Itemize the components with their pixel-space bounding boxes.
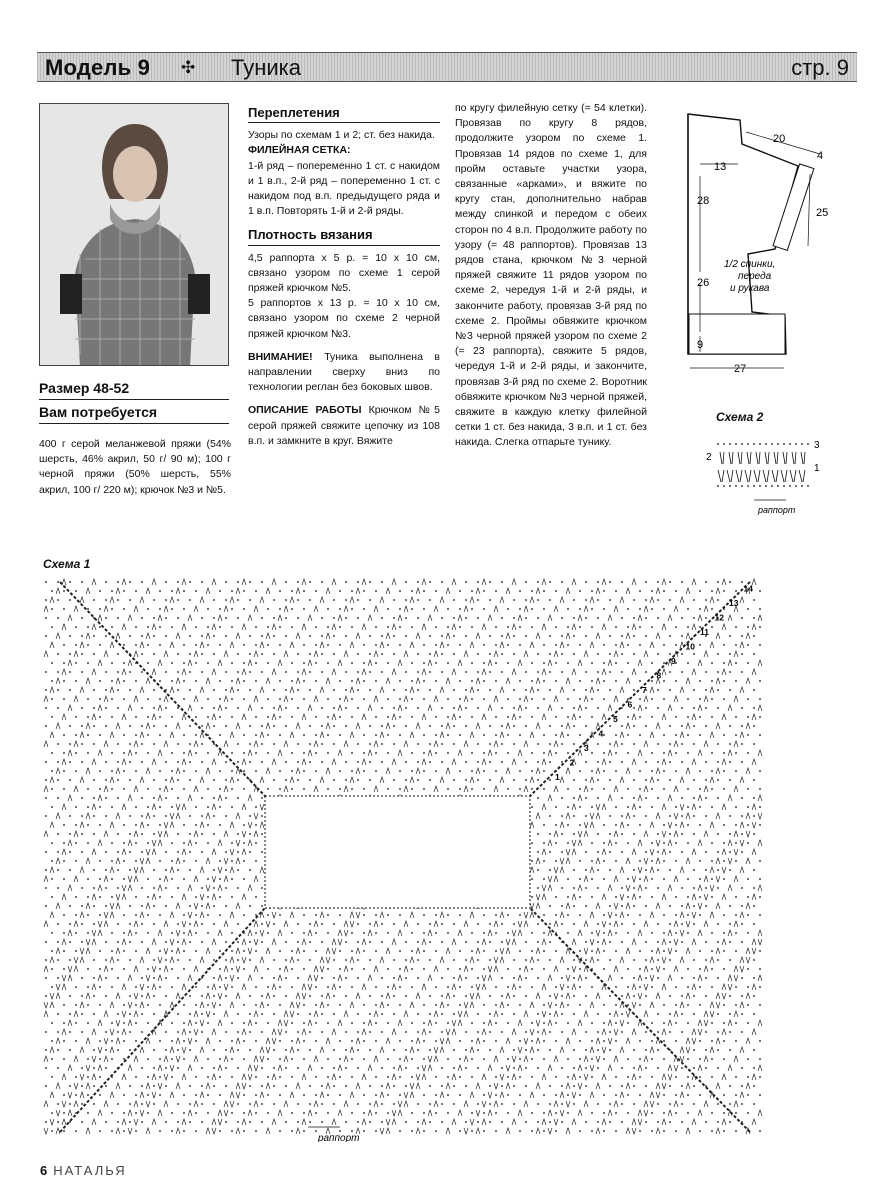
model-photo: [39, 103, 229, 366]
dim-28: 28: [697, 195, 710, 207]
description-label: ОПИСАНИЕ РАБОТЫ: [248, 404, 362, 417]
page-footer: [40, 1163, 127, 1178]
footer-page-number: 6: [40, 1163, 48, 1178]
page-number: стр. 9: [791, 55, 849, 80]
pattern-diagram: [680, 104, 860, 394]
page-header: [37, 52, 857, 82]
schema-1-row-number: 12: [714, 612, 724, 623]
density-text-2: 5 раппортов х 13 р. = 10 х 10 см, связано узором по схеме 2 черной пряжей крючком №3.: [248, 297, 440, 340]
weaves-heading: Переплетения: [248, 105, 440, 123]
size-heading: Размер 48-52: [39, 380, 130, 396]
materials-heading: Вам потребуется: [39, 404, 158, 420]
schema-1-row-number: 13: [729, 598, 739, 608]
schema-1-neck-opening: [265, 796, 530, 908]
schema-1-row-number: 9: [671, 656, 676, 666]
dim-9: 9: [697, 339, 704, 351]
schema-2-title: Схема 2: [716, 410, 764, 424]
description-text: Крючком №5 серой пряжей свяжите цепочку из 108 в.п. и замкните в круг. Вяжите: [248, 404, 440, 447]
materials-text: 400 г серой меланжевой пряжи (54% шерсть, 46% акрил, 50 г/ 90 м); 100 г черной пряжи (50% шерсть, 55% акрил, 100 г/ 220 м); крючок №3 и №5.: [39, 438, 231, 496]
filet-text: 1-й ряд – попеременно 1 ст. с накидом и 1 в.п., 2-й ряд – попеременно 1 ст. с накидом под в.п. предыдущего ряда и 1 в.п. Повторять 1-й и 2-й ряды.: [248, 159, 440, 218]
dim-25: 25: [816, 207, 829, 219]
diagram-label-3: и рукава: [730, 283, 770, 294]
dim-20: 20: [773, 133, 786, 145]
instructions-column-3: по кругу филейную сетку (= 54 клетки). Провязав по кругу 8 рядов, продолжите узором по схеме 1. Провязав 14 рядов по схеме 1, для пройм оставьте участки узора, связанные «арками», и вяжите по кругу стан, дополнительно набрав между спинкой и передом с обеих сторон по 4 в.п. Продолжите работу по узору (= 48 раппортов). Провязав 13 рядов стана, крючком №3 черной пряжей свяжите 11 рядов узором по схеме 2, чередуя 1-й и 2-й ряды, и закончите работу, провязав 3-й ряд по схеме 2. Проймы обвяжите крючком №3 черной пряжей узором по схеме 2 (= 23 раппорта), свяжите 5 рядов, чередуя 1-й и 2-й ряды, и закончите, провязав 3-й ряд по схеме 2. Воротник обвяжите крючком №3 черной пряжей, свяжите в каждую клетку филейной сетки 1 ст. без накида, 3 в.п. и 1 ст. без накида. Слегка отпарьте тунику.: [455, 102, 647, 449]
garment-title: Туника: [231, 55, 301, 80]
schema-1-row-number: 10: [685, 641, 695, 652]
attention-label: ВНИМАНИЕ!: [248, 350, 313, 363]
diagram-label-1: 1/2 спинки,: [724, 259, 776, 270]
schema-1-row-number: 1: [555, 772, 560, 782]
magazine-name: НАТАЛЬЯ: [53, 1163, 127, 1178]
instructions-column-2: [248, 105, 440, 449]
density-heading: Плотность вязания: [248, 227, 440, 245]
dim-13: 13: [714, 161, 727, 173]
schema-2-rapport: раппорт: [758, 505, 796, 515]
schema-1-row-number: 8: [656, 670, 662, 681]
filet-title: ФИЛЕЙНАЯ СЕТКА:: [248, 144, 351, 157]
schema-1-title: Схема 1: [43, 557, 91, 571]
schema-1-rapport: раппорт: [318, 1133, 360, 1142]
attention-text: Туника выполнена в направлении сверху вниз по технологии реглан без боковых швов.: [248, 350, 441, 394]
schema-1-row-number: 5: [613, 714, 618, 724]
schema-1-row-number: 7: [642, 685, 647, 695]
schema-1-row-number: 4: [598, 728, 604, 739]
model-title: Модель 9: [45, 55, 151, 80]
schema-1-row-number: 11: [700, 627, 709, 637]
dim-27: 27: [734, 363, 747, 375]
schema-1-row-number: 3: [584, 743, 589, 753]
density-text-1: 4,5 раппорта х 5 р. = 10 х 10 см, связано узором по схеме 1 серой пряжей крючком №5.: [248, 251, 440, 295]
ornament-icon: ✣: [181, 58, 196, 77]
schema-2-stitch-marks: [717, 443, 809, 500]
photo-image: [40, 104, 229, 366]
schema-2-row-3: 3: [814, 440, 820, 451]
dim-4: 4: [817, 150, 824, 162]
diagram-label-2: переда: [738, 271, 772, 282]
schema-2-row-1: 1: [814, 463, 820, 474]
weaves-text: Узоры по схемам 1 и 2; ст. без накида.: [248, 129, 435, 142]
schema-2-row-2: 2: [706, 452, 712, 463]
schema-1-chart: [40, 572, 770, 1142]
dim-26: 26: [697, 277, 710, 289]
divider: [39, 423, 229, 424]
schema-2-chart: [706, 438, 826, 518]
schema-1-row-number: 2: [569, 757, 575, 768]
schema-1-row-number: 6: [627, 699, 633, 710]
schema-1-row-number: 14: [743, 583, 753, 594]
divider: [39, 399, 229, 400]
